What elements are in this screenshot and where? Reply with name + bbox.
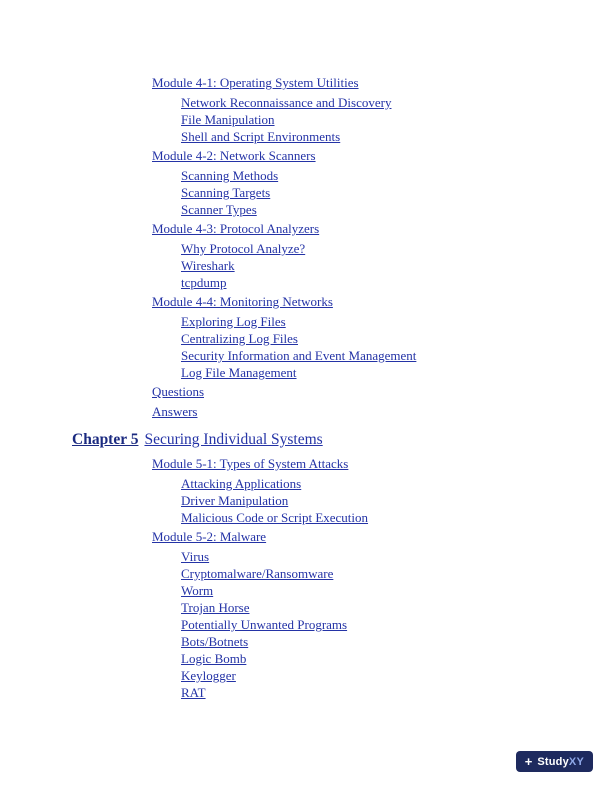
toc-link-topic[interactable]: tcpdump [181,275,227,290]
toc-link-module[interactable]: Module 4-3: Protocol Analyzers [152,221,320,236]
toc-link-topic[interactable]: Virus [181,549,210,564]
toc-link-topic[interactable]: Shell and Script Environments [181,129,341,144]
toc-link-topic[interactable]: Scanning Targets [181,185,271,200]
toc-link-topic[interactable]: Scanner Types [181,202,257,217]
toc-link-topic[interactable]: Bots/Botnets [181,634,249,649]
toc-row-module [0,220,612,237]
brand-study-label: Study [537,755,569,768]
toc-link-topic[interactable]: Security Information and Event Management [181,348,417,363]
toc-row-topic [0,94,612,111]
toc-link-topic[interactable]: Potentially Unwanted Programs [181,617,348,632]
toc-link-topic[interactable]: Exploring Log Files [181,314,286,329]
toc-row-module [0,528,612,545]
toc-link-topic[interactable]: Worm [181,583,214,598]
toc-row-module [0,293,612,310]
toc-link-module[interactable]: Module 4-2: Network Scanners [152,148,316,163]
brand-xy-label: XY [568,755,584,768]
toc-link-topic[interactable]: Scanning Methods [181,168,279,183]
toc-link-topic[interactable]: File Manipulation [181,112,275,127]
toc-link-module[interactable]: Module 4-1: Operating System Utilities [152,75,359,90]
table-of-contents [0,72,612,701]
toc-link-topic[interactable]: Log File Management [181,365,297,380]
toc-link-topic[interactable]: Centralizing Log Files [181,331,298,346]
toc-row-topic [0,257,612,274]
toc-row-topic [0,582,612,599]
toc-row-topic [0,313,612,330]
toc-row-topic [0,633,612,650]
toc-row-topic [0,548,612,565]
toc-row-topic [0,650,612,667]
toc-row-topic [0,509,612,526]
toc-row-module [0,383,612,400]
toc-link-topic[interactable]: Network Reconnaissance and Discovery [181,95,392,110]
toc-row-topic [0,565,612,582]
toc-row-topic [0,364,612,381]
toc-row-topic [0,684,612,701]
toc-row-topic [0,330,612,347]
toc-row-topic [0,167,612,184]
toc-row-module [0,455,612,472]
toc-row-topic [0,492,612,509]
toc-link-topic[interactable]: Why Protocol Analyze? [181,241,306,256]
toc-link-topic[interactable]: Keylogger [181,668,236,683]
toc-link-module[interactable]: Module 5-2: Malware [152,529,267,544]
toc-row-topic [0,274,612,291]
toc-row-module [0,74,612,91]
toc-link-module[interactable]: Module 5-1: Types of System Attacks [152,456,349,471]
toc-row-topic [0,201,612,218]
toc-link-module[interactable]: Answers [152,404,198,419]
toc-row-topic [0,599,612,616]
chapter-title-link[interactable]: Securing Individual Systems [144,431,323,448]
toc-row-chapter [0,430,612,449]
toc-link-topic[interactable]: Cryptomalware/Ransomware [181,566,334,581]
toc-link-topic[interactable]: Malicious Code or Script Execution [181,510,369,525]
toc-link-topic[interactable]: Driver Manipulation [181,493,289,508]
toc-link-module[interactable]: Questions [152,384,204,399]
toc-link-topic[interactable]: Trojan Horse [181,600,250,615]
toc-link-topic[interactable]: Wireshark [181,258,235,273]
toc-row-topic [0,667,612,684]
studyxy-badge[interactable] [516,751,593,772]
toc-link-topic[interactable]: Attacking Applications [181,476,302,491]
toc-row-module [0,147,612,164]
plus-icon: + [524,754,533,769]
toc-row-module [0,403,612,420]
toc-row-topic [0,347,612,364]
toc-link-module[interactable]: Module 4-4: Monitoring Networks [152,294,333,309]
toc-row-topic [0,616,612,633]
toc-row-topic [0,184,612,201]
toc-row-topic [0,111,612,128]
toc-link-topic[interactable]: Logic Bomb [181,651,247,666]
toc-link-topic[interactable]: RAT [181,685,206,700]
chapter-number-link[interactable]: Chapter 5 [72,431,139,448]
toc-row-topic [0,128,612,145]
toc-row-topic [0,475,612,492]
toc-row-topic [0,240,612,257]
